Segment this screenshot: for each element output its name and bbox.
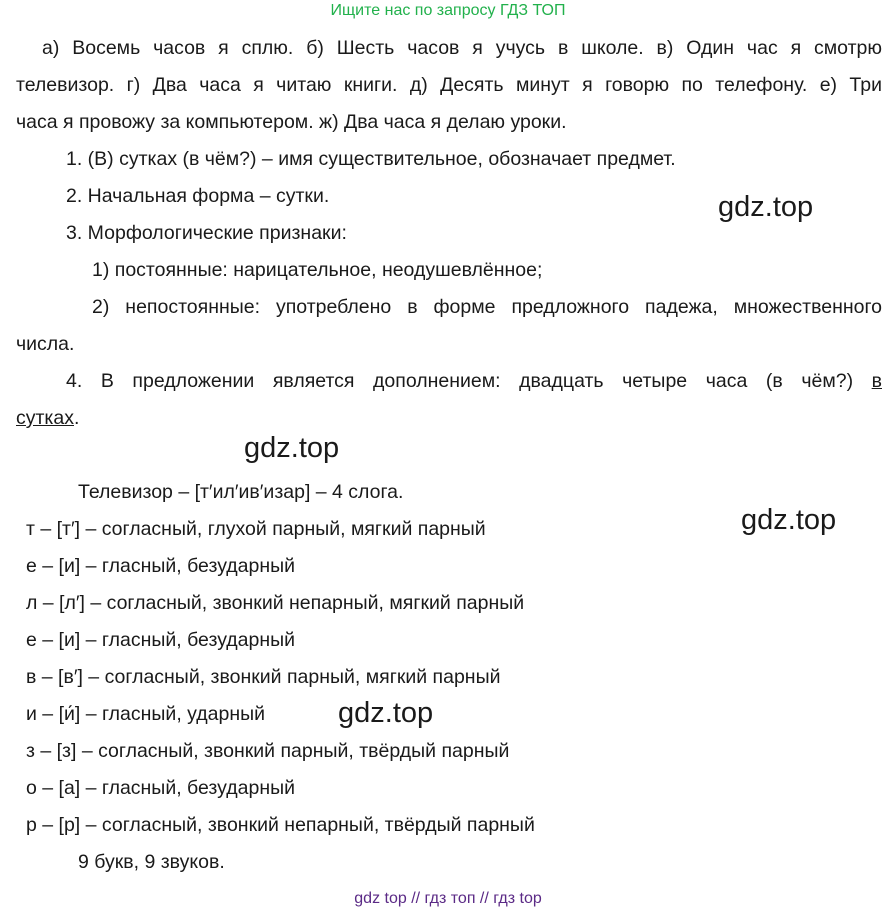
morph-item-4-main: 4. В предложении является дополнением: двадцать четыре часа (в чём?) <box>66 370 854 392</box>
morph-item-4-underlined-end: сутках <box>16 407 74 429</box>
watermark: gdz.top <box>741 504 837 536</box>
morph-item-4 <box>66 370 882 392</box>
morph-item-4-underlined-start: в <box>871 370 882 392</box>
phonetic-title: Телевизор – [т′ил′ив′изар] – 4 слога. <box>78 481 404 503</box>
header-search-link[interactable]: Ищите нас по запросу ГДЗ ТОП <box>330 2 566 19</box>
phonetic-row: е – [и] – гласный, безударный <box>26 629 296 651</box>
phonetic-row: е – [и] – гласный, безударный <box>26 555 296 577</box>
phonetic-row: л – [л′] – согласный, звонкий непарный, мягкий парный <box>26 592 525 614</box>
morph-item-3-2-cont: числа. <box>16 333 75 355</box>
morph-item-3-2: 2) непостоянные: употреблено в форме предложного падежа, множественного <box>92 296 882 318</box>
morph-item-3-1: 1) постоянные: нарицательное, неодушевлённое; <box>92 259 543 281</box>
phonetic-row: и – [и́] – гласный, ударный <box>26 703 265 725</box>
morph-item-1: 1. (В) сутках (в чём?) – имя существительное, обозначает предмет. <box>66 148 676 170</box>
phonetic-row: т – [т′] – согласный, глухой парный, мягкий парный <box>26 518 486 540</box>
morph-item-3: 3. Морфологические признаки: <box>66 222 347 244</box>
phonetic-row: з – [з] – согласный, звонкий парный, твёрдый парный <box>26 740 510 762</box>
phonetic-row: в – [в′] – согласный, звонкий парный, мягкий парный <box>26 666 501 688</box>
footer-links[interactable]: gdz top // гдз топ // гдз top <box>354 890 542 907</box>
morph-item-4-end: . <box>74 407 80 429</box>
watermark: gdz.top <box>718 191 814 223</box>
morph-item-4-cont <box>16 407 79 429</box>
watermark: gdz.top <box>338 697 434 729</box>
watermark: gdz.top <box>244 432 340 464</box>
answer-line-3: часа я провожу за компьютером. ж) Два часа я делаю уроки. <box>16 111 567 133</box>
phonetic-row: р – [р] – согласный, звонкий непарный, твёрдый парный <box>26 814 535 836</box>
answer-line-1: а) Восемь часов я сплю. б) Шесть часов я учусь в школе. в) Один час я смотрю <box>42 37 882 59</box>
morph-item-2: 2. Начальная форма – сутки. <box>66 185 330 207</box>
phonetic-summary: 9 букв, 9 звуков. <box>78 851 225 873</box>
answer-line-2: телевизор. г) Два часа я читаю книги. д) Десять минут я говорю по телефону. е) Три <box>16 74 882 96</box>
phonetic-row: о – [а] – гласный, безударный <box>26 777 295 799</box>
